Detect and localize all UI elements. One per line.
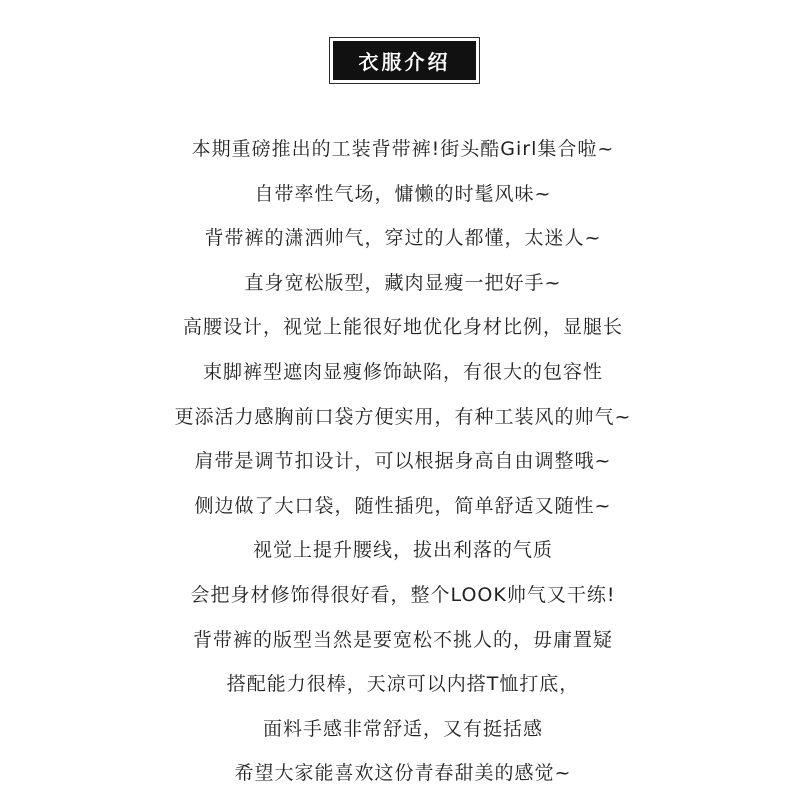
description-list (0, 127, 806, 796)
description-line: 背带裤的潇洒帅气，穿过的人都懂，太迷人~ (204, 227, 602, 250)
description-line: 希望大家能喜欢这份青春甜美的感觉~ (234, 762, 572, 785)
description-line: 面料手感非常舒适，又有挺括感 (262, 717, 543, 740)
description-line: 束脚裤型遮肉显瘦修饰缺陷，有很大的包容性 (202, 360, 603, 383)
description-line: 搭配能力很棒，天凉可以内搭T恤打底， (226, 673, 580, 696)
description-line: 高腰设计，视觉上能很好地优化身材比例，显腿长 (182, 316, 623, 339)
description-line: 直身宽松版型，藏肉显瘦一把好手~ (244, 271, 562, 294)
description-line: 自带率性气场，慵懒的时髦风味~ (254, 182, 552, 205)
description-line: 视觉上提升腰线，拔出利落的气质 (252, 539, 553, 562)
description-line: 背带裤的版型当然是要宽松不挑人的，毋庸置疑 (192, 628, 613, 651)
title-frame (329, 37, 480, 84)
description-line: 会把身材修饰得很好看，整个LOOK帅气又干练! (190, 583, 616, 606)
description-line: 更添活力感胸前口袋方便实用，有种工装风的帅气~ (174, 405, 632, 428)
description-line: 侧边做了大口袋，随性插兜，简单舒适又随性~ (194, 494, 612, 517)
description-line: 肩带是调节扣设计，可以根据身高自由调整哦~ (194, 450, 612, 473)
section-title: 衣服介绍 (333, 41, 476, 80)
description-line: 本期重磅推出的工装背带裤!街头酷Girl集合啦~ (191, 138, 615, 160)
